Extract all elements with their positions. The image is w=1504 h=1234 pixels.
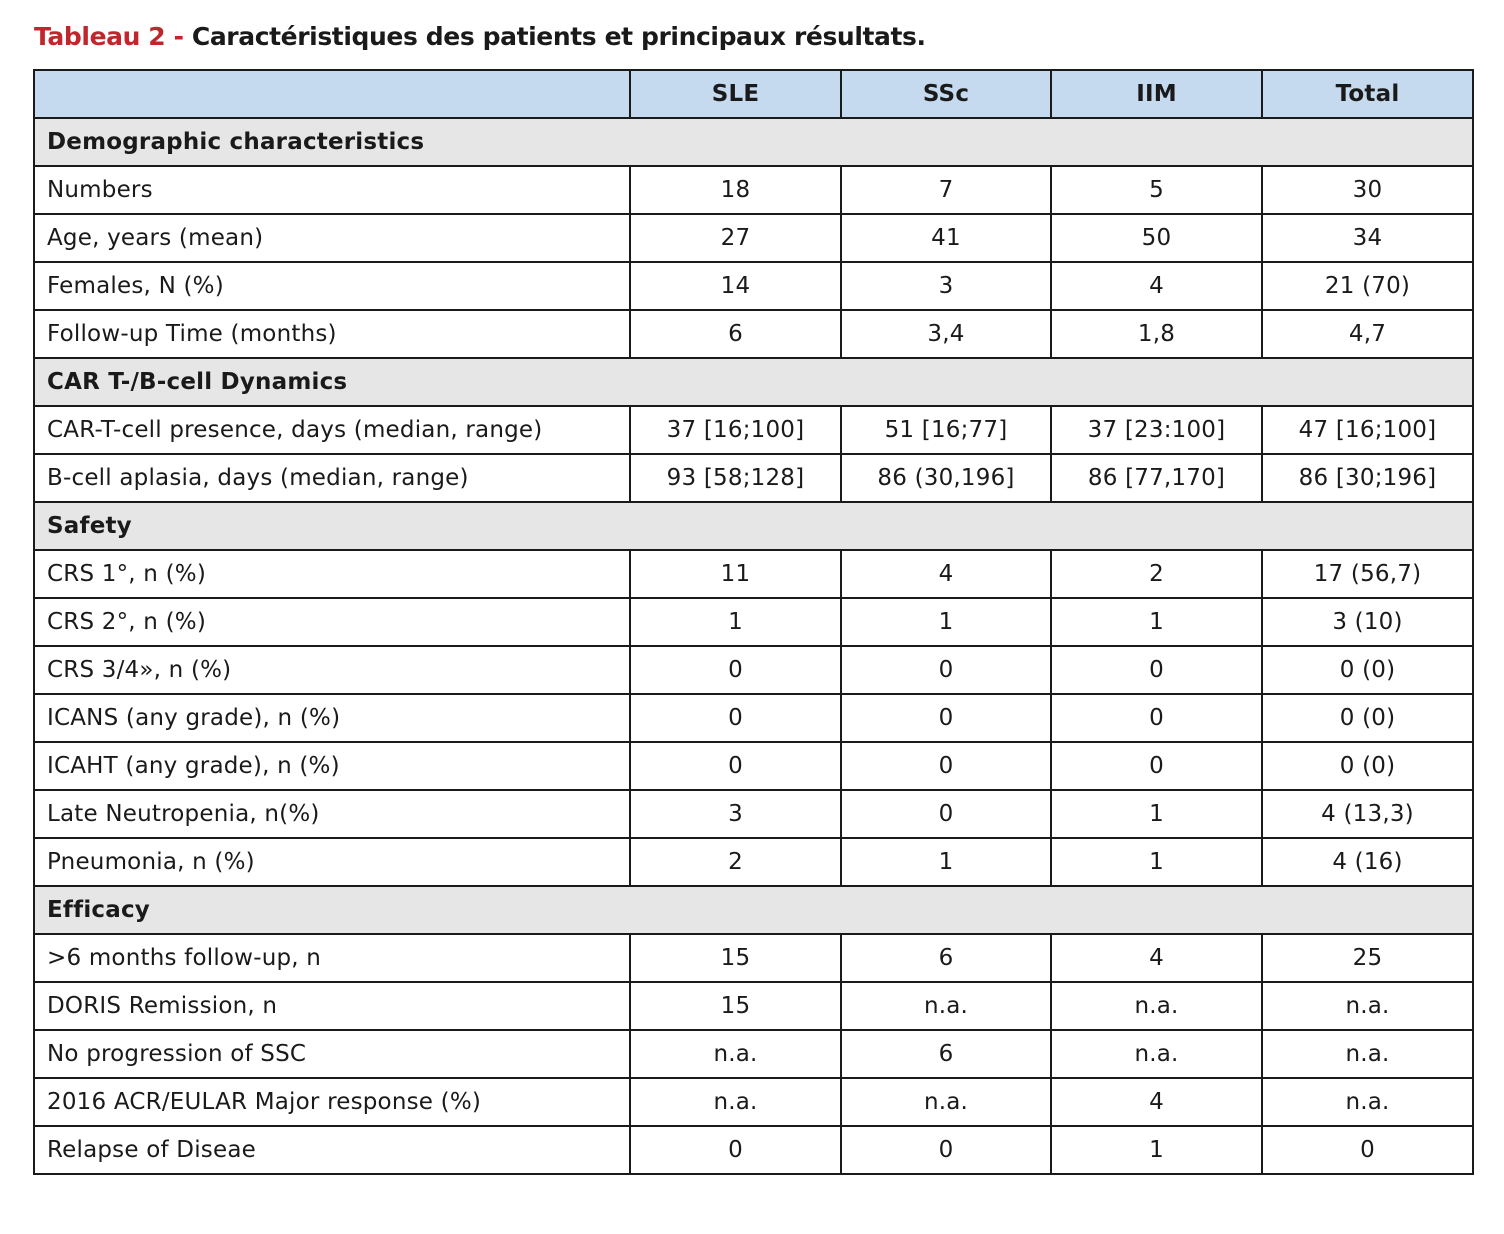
cell-iim: n.a.	[1051, 982, 1262, 1030]
cell-ssc: 3	[841, 262, 1051, 310]
cell-total: 34	[1262, 214, 1473, 262]
cell-sle: 11	[630, 550, 841, 598]
cell-total: n.a.	[1262, 1030, 1473, 1078]
cell-ssc: 0	[841, 742, 1051, 790]
cell-iim: 1	[1051, 790, 1262, 838]
cell-ssc: 1	[841, 598, 1051, 646]
table-row	[34, 1126, 1473, 1174]
cell-sle: 14	[630, 262, 841, 310]
cell-iim: 1	[1051, 1126, 1262, 1174]
cell-sle: n.a.	[630, 1078, 841, 1126]
row-label: Age, years (mean)	[34, 214, 630, 262]
cell-iim: 5	[1051, 166, 1262, 214]
table-row	[34, 1078, 1473, 1126]
table-row	[34, 262, 1473, 310]
cell-total: 21 (70)	[1262, 262, 1473, 310]
table-row	[34, 934, 1473, 982]
column-header-sle: SLE	[630, 70, 841, 118]
table-row	[34, 598, 1473, 646]
cell-sle: 15	[630, 982, 841, 1030]
row-label: >6 months follow-up, n	[34, 934, 630, 982]
row-label: Females, N (%)	[34, 262, 630, 310]
cell-iim: 37 [23:100]	[1051, 406, 1262, 454]
table-row	[34, 1030, 1473, 1078]
cell-total: n.a.	[1262, 982, 1473, 1030]
cell-ssc: 6	[841, 1030, 1051, 1078]
section-row-demographic-characteristics	[34, 118, 1473, 166]
header-corner	[34, 70, 630, 118]
cell-iim: 0	[1051, 694, 1262, 742]
row-label: Late Neutropenia, n(%)	[34, 790, 630, 838]
section-heading: Efficacy	[34, 886, 1473, 934]
section-row-car-t-b-cell-dynamics	[34, 358, 1473, 406]
cell-sle: 1	[630, 598, 841, 646]
cell-ssc: 4	[841, 550, 1051, 598]
cell-ssc: 0	[841, 646, 1051, 694]
cell-total: 4 (16)	[1262, 838, 1473, 886]
table-title-number: Tableau 2 -	[34, 22, 184, 51]
cell-total: 3 (10)	[1262, 598, 1473, 646]
table-row	[34, 742, 1473, 790]
cell-sle: 2	[630, 838, 841, 886]
cell-sle: n.a.	[630, 1030, 841, 1078]
cell-ssc: 1	[841, 838, 1051, 886]
table-row	[34, 646, 1473, 694]
row-label: CAR-T-cell presence, days (median, range)	[34, 406, 630, 454]
table-body	[34, 118, 1473, 1174]
cell-ssc: 51 [16;77]	[841, 406, 1051, 454]
cell-iim: 2	[1051, 550, 1262, 598]
row-label: B-cell aplasia, days (median, range)	[34, 454, 630, 502]
table-row	[34, 406, 1473, 454]
row-label: CRS 2°, n (%)	[34, 598, 630, 646]
cell-total: 0 (0)	[1262, 742, 1473, 790]
cell-total: 4,7	[1262, 310, 1473, 358]
cell-ssc: 0	[841, 1126, 1051, 1174]
cell-iim: 1,8	[1051, 310, 1262, 358]
patient-characteristics-table	[33, 69, 1474, 1175]
row-label: CRS 3/4», n (%)	[34, 646, 630, 694]
table-title-text: Caractéristiques des patients et principaux résultats.	[191, 22, 926, 51]
section-heading: CAR T-/B-cell Dynamics	[34, 358, 1473, 406]
cell-total: 0 (0)	[1262, 646, 1473, 694]
cell-total: 86 [30;196]	[1262, 454, 1473, 502]
cell-ssc: n.a.	[841, 982, 1051, 1030]
table-title	[34, 22, 926, 51]
column-header-total: Total	[1262, 70, 1473, 118]
table-row	[34, 694, 1473, 742]
column-header-iim: IIM	[1051, 70, 1262, 118]
cell-total: 0	[1262, 1126, 1473, 1174]
table-row	[34, 550, 1473, 598]
cell-sle: 93 [58;128]	[630, 454, 841, 502]
row-label: 2016 ACR/EULAR Major response (%)	[34, 1078, 630, 1126]
cell-total: 17 (56,7)	[1262, 550, 1473, 598]
cell-ssc: 7	[841, 166, 1051, 214]
section-row-efficacy	[34, 886, 1473, 934]
cell-sle: 6	[630, 310, 841, 358]
table-row	[34, 838, 1473, 886]
cell-ssc: 86 (30,196]	[841, 454, 1051, 502]
table-row	[34, 310, 1473, 358]
cell-iim: 50	[1051, 214, 1262, 262]
cell-ssc: 3,4	[841, 310, 1051, 358]
row-label: Pneumonia, n (%)	[34, 838, 630, 886]
row-label: No progression of SSC	[34, 1030, 630, 1078]
cell-sle: 27	[630, 214, 841, 262]
cell-sle: 0	[630, 742, 841, 790]
table-row	[34, 790, 1473, 838]
cell-sle: 0	[630, 646, 841, 694]
cell-ssc: n.a.	[841, 1078, 1051, 1126]
cell-iim: 4	[1051, 934, 1262, 982]
cell-total: 30	[1262, 166, 1473, 214]
cell-sle: 0	[630, 1126, 841, 1174]
table-row	[34, 454, 1473, 502]
cell-sle: 15	[630, 934, 841, 982]
cell-total: 0 (0)	[1262, 694, 1473, 742]
header-row	[34, 70, 1473, 118]
cell-iim: 1	[1051, 598, 1262, 646]
row-label: CRS 1°, n (%)	[34, 550, 630, 598]
row-label: DORIS Remission, n	[34, 982, 630, 1030]
cell-ssc: 41	[841, 214, 1051, 262]
row-label: Follow-up Time (months)	[34, 310, 630, 358]
section-heading: Demographic characteristics	[34, 118, 1473, 166]
cell-iim: 4	[1051, 1078, 1262, 1126]
column-header-ssc: SSc	[841, 70, 1051, 118]
cell-iim: 86 [77,170]	[1051, 454, 1262, 502]
cell-ssc: 0	[841, 790, 1051, 838]
cell-sle: 37 [16;100]	[630, 406, 841, 454]
cell-iim: n.a.	[1051, 1030, 1262, 1078]
row-label: Numbers	[34, 166, 630, 214]
cell-sle: 3	[630, 790, 841, 838]
section-row-safety	[34, 502, 1473, 550]
section-heading: Safety	[34, 502, 1473, 550]
table-row	[34, 982, 1473, 1030]
cell-ssc: 6	[841, 934, 1051, 982]
table-row	[34, 214, 1473, 262]
table-row	[34, 166, 1473, 214]
cell-total: 25	[1262, 934, 1473, 982]
cell-iim: 1	[1051, 838, 1262, 886]
cell-sle: 0	[630, 694, 841, 742]
cell-total: 4 (13,3)	[1262, 790, 1473, 838]
cell-iim: 0	[1051, 742, 1262, 790]
cell-sle: 18	[630, 166, 841, 214]
cell-ssc: 0	[841, 694, 1051, 742]
cell-total: n.a.	[1262, 1078, 1473, 1126]
cell-total: 47 [16;100]	[1262, 406, 1473, 454]
row-label: ICAHT (any grade), n (%)	[34, 742, 630, 790]
cell-iim: 0	[1051, 646, 1262, 694]
cell-iim: 4	[1051, 262, 1262, 310]
row-label: Relapse of Diseae	[34, 1126, 630, 1174]
row-label: ICANS (any grade), n (%)	[34, 694, 630, 742]
